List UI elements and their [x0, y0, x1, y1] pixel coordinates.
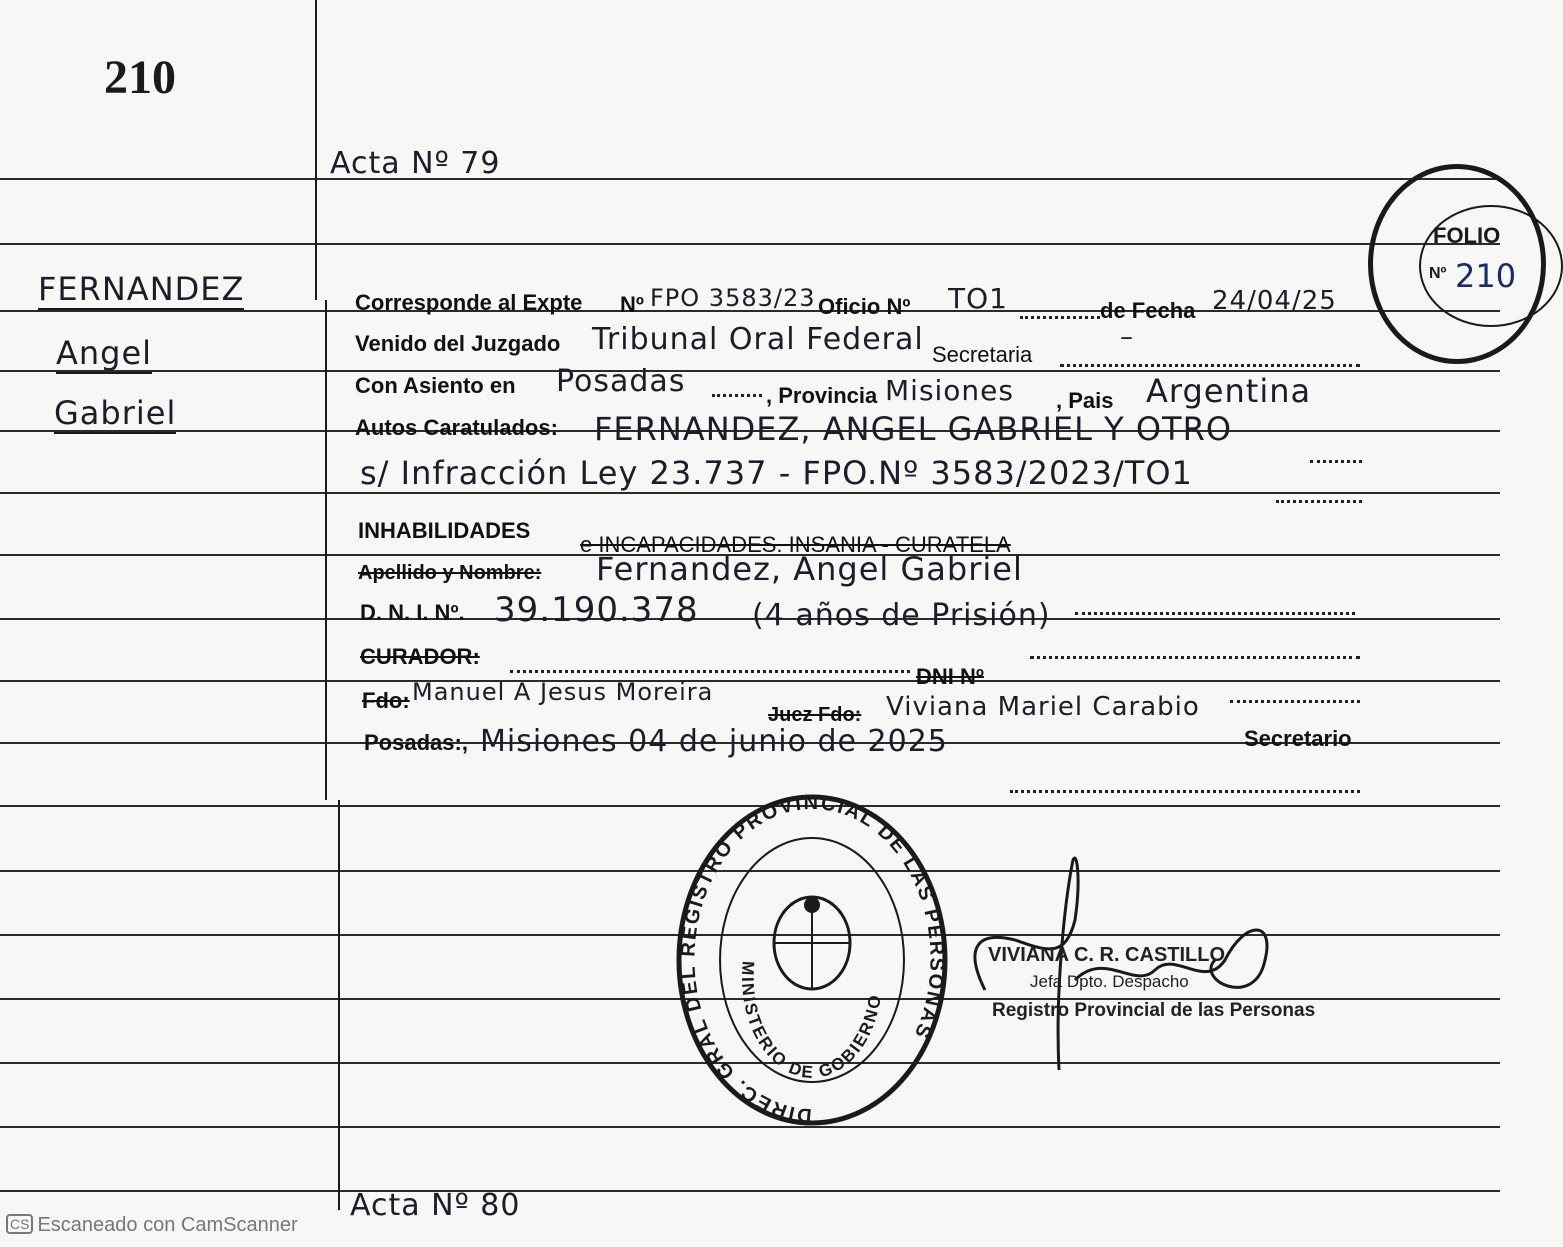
asiento-value: Posadas: [556, 364, 686, 399]
signature-institution: Registro Provincial de las Personas: [992, 1000, 1316, 1021]
official-seal: [675, 793, 950, 1128]
margin-second-name: Gabriel: [54, 394, 177, 432]
margin-line: [325, 300, 327, 800]
ruled-line: [0, 680, 1500, 682]
expte-value: FPO 3583/23: [650, 284, 816, 312]
margin-first-name: Angel: [56, 334, 153, 372]
dotted-line: [1075, 612, 1355, 615]
folio-number: 210: [1455, 257, 1517, 295]
margin-line: [338, 800, 340, 1210]
inhabilidades-label: INHABILIDADES: [358, 518, 531, 543]
apellido-value: Fernandez, Angel Gabriel: [596, 550, 1023, 588]
ruled-line: [0, 243, 1500, 245]
folio-label: FOLIO: [1433, 223, 1501, 248]
scanner-footer: [6, 1214, 298, 1237]
oficio-value: TO1: [948, 282, 1008, 315]
dotted-line: [510, 670, 910, 673]
asiento-label: Con Asiento en: [355, 373, 516, 398]
ruled-line: [0, 1190, 1500, 1192]
fdo-value: Manuel A Jesus Moreira: [412, 678, 714, 706]
seal-outer-text: DIREC. GRAL DEL REGISTRO PROVINCIAL DE LAS PERSONAS: [677, 793, 948, 1127]
juez-label: Juez Fdo:: [768, 704, 862, 726]
pais-label: , Pais: [1056, 388, 1114, 413]
apellido-label: Apellido y Nombre:: [358, 562, 542, 584]
secretaria-value: –: [1120, 322, 1134, 352]
folio-no-label: Nº: [1429, 265, 1447, 282]
autos-value-1: FERNANDEZ, ANGEL GABRIEL Y OTRO: [594, 410, 1232, 448]
fecha-value: 24/04/25: [1212, 286, 1337, 316]
secretaria-label: Secretaria: [932, 342, 1033, 367]
fecha-label: de Fecha: [1100, 298, 1196, 323]
page-number: 210: [104, 51, 176, 104]
dotted-line: [712, 394, 762, 397]
ruled-line: [0, 178, 1500, 180]
scanner-footer-text: Escaneado con CamScanner: [37, 1214, 298, 1236]
dni-label: D. N. I. Nº.: [360, 600, 465, 625]
lugar-label: Posadas:,: [364, 730, 468, 755]
curador-dni-label: DNI Nº: [916, 664, 984, 689]
autos-label: Autos Caratulados:: [355, 415, 558, 440]
dotted-line: [1276, 500, 1362, 503]
dotted-line: [1030, 656, 1360, 659]
dni-note: (4 años de Prisión): [752, 598, 1051, 633]
margin-line: [315, 0, 317, 300]
incapacidades-label: e INCAPACIDADES. INSANIA - CURATELA: [580, 532, 1011, 557]
corresponde-label: Corresponde al Expte: [355, 290, 583, 315]
acta-number: Acta Nº 79: [330, 146, 501, 181]
margin-surname: FERNANDEZ: [38, 270, 245, 308]
dotted-line: [1310, 460, 1362, 463]
venido-label: Venido del Juzgado: [355, 331, 561, 356]
dotted-line: [1010, 790, 1360, 793]
signature-name: VIVIANA C. R. CASTILLO: [988, 944, 1226, 966]
provincia-value: Misiones: [885, 374, 1014, 407]
signature-title: Jefa Dpto. Despacho: [1030, 972, 1189, 991]
folio-stamp: [1368, 164, 1546, 364]
coat-of-arms-icon: [774, 897, 850, 989]
juez-value: Viviana Mariel Carabio: [886, 692, 1200, 722]
pais-value: Argentina: [1146, 372, 1312, 410]
dotted-line: [1060, 364, 1360, 367]
fdo-label: Fdo:: [362, 688, 410, 713]
secretario-label: Secretario: [1244, 726, 1352, 751]
dotted-line: [1020, 316, 1100, 319]
autos-value-2: s/ Infracción Ley 23.737 - FPO.Nº 3583/2023/TO1: [360, 454, 1193, 492]
dotted-line: [1230, 700, 1360, 703]
seal-inner-text: MINISTERIO DE GOBIERNO: [737, 960, 886, 1083]
curador-label: CURADOR:: [360, 644, 480, 669]
dni-value: 39.190.378: [494, 590, 699, 630]
lugar-value: Misiones 04 de junio de 2025: [480, 724, 948, 759]
provincia-label: , Provincia: [766, 383, 878, 408]
juzgado-value: Tribunal Oral Federal: [592, 322, 924, 357]
oficio-label: Oficio Nº: [818, 294, 911, 319]
camscanner-icon: CS: [6, 1214, 33, 1234]
ruled-line: [0, 492, 1500, 494]
ruled-line: [0, 618, 1500, 620]
expte-no-label: Nº: [620, 292, 644, 317]
next-acta-partial: Acta Nº 80: [350, 1188, 521, 1223]
